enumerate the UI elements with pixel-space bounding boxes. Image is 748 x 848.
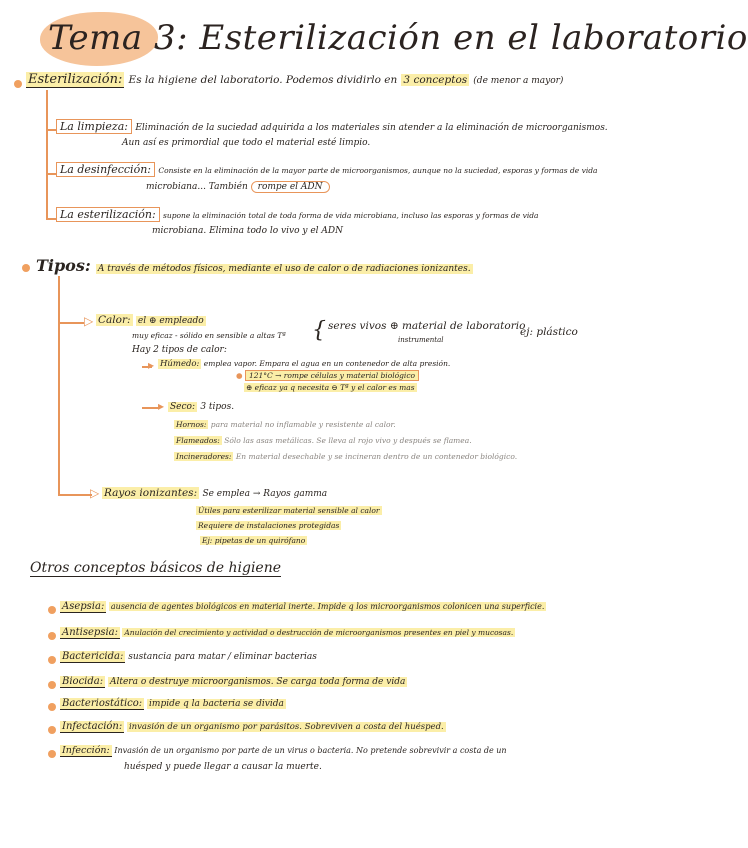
tipos-line	[36, 256, 473, 275]
rayos-text3: Requiere de instalaciones protegidas	[198, 521, 340, 530]
otros-item-key: Asepsia:	[62, 601, 105, 612]
rayos-text1: Se emplea → Rayos gamma	[202, 489, 328, 499]
otros-item-value: impide q la bacteria se divida	[149, 699, 284, 709]
otros-item	[60, 698, 286, 709]
bullet	[14, 80, 22, 88]
seco-item-key: Hornos:	[176, 420, 207, 429]
esterilizacion-text: Es la higiene del laboratorio. Podemos dividirlo en	[128, 74, 398, 86]
seco-line	[168, 400, 234, 412]
otros-item-value: Anulación del crecimiento y actividad o destrucción de microorganismos presentes en piel y mucosas.	[124, 628, 514, 637]
calor-brace-text: seres vivos ⊕ material de laboratorio	[328, 320, 526, 332]
seco-label: Seco:	[170, 402, 195, 412]
otros-item-value: ausencia de agentes biológicos en material inerte. Impide q los microorganismos colonicen una superficie.	[110, 602, 545, 611]
otros-item-value: Invasión de un organismo por parte de un virus o bacteria. No pretende sobrevivir a costa de un	[114, 746, 507, 755]
otros-item-key: Bacteriostático:	[62, 698, 143, 709]
esterilizacion-concept-label: La esterilización:	[56, 207, 160, 222]
otros-item-value: invasión de un organismo por parásitos. Sobreviven a costa del huésped.	[128, 722, 444, 732]
rayos-text4: Ej: pipetas de un quirófano	[202, 536, 306, 545]
page-title: Tema 3: Esterilización en el laboratorio	[48, 18, 748, 58]
otros-item-key: Biocida:	[62, 676, 104, 687]
limpieza-line1	[56, 120, 608, 133]
brace-icon: {	[312, 318, 326, 343]
limpieza-line2: Aun así es primordial que todo el material esté limpio.	[122, 138, 371, 148]
seco-item-key: Incineradores:	[176, 452, 232, 461]
humedo-note: ⊕ eficaz ya q necesita ⊖ Tª y el calor es mas	[246, 383, 415, 392]
otros-item-value: Altera o destruye microorganismos. Se carga toda forma de vida	[109, 677, 406, 687]
desinfeccion-circled: rompe el ADN	[251, 181, 330, 193]
calor-text3: Hay 2 tipos de calor:	[132, 345, 227, 355]
otros-item-key: Bactericida:	[62, 651, 124, 662]
seco-item-value: Sólo las asas metálicas. Se lleva al rojo vivo y después se flamea.	[224, 436, 472, 445]
desinfeccion-text2: microbiana... También	[146, 182, 248, 192]
seco-item	[174, 452, 517, 461]
humedo-line	[158, 359, 450, 369]
otros-item	[60, 721, 446, 732]
calor-brace-side: ej: plástico	[520, 326, 578, 338]
seco-item	[174, 420, 396, 429]
desinfeccion-line1	[56, 163, 598, 176]
tipos-text: A través de métodos físicos, mediante el uso de calor o de radiaciones ionizantes.	[97, 264, 471, 274]
seco-item	[174, 436, 472, 445]
otros-item	[60, 601, 546, 612]
bullet	[48, 632, 56, 640]
esterilizacion-line	[26, 72, 563, 87]
esterilizacion-order: (de menor a mayor)	[473, 76, 564, 86]
connector-line	[46, 129, 56, 131]
bullet	[48, 606, 56, 614]
bullet	[48, 681, 56, 689]
esterilizacion-count: 3 conceptos	[403, 74, 468, 86]
humedo-box: 121°C → rompe células y material biológico	[245, 370, 419, 381]
bullet: ●	[236, 371, 243, 380]
desinfeccion-label: La desinfección:	[56, 162, 155, 177]
otros-item	[60, 745, 507, 756]
esterilizacion-label: Esterilización:	[28, 72, 123, 87]
connector-line	[46, 173, 56, 175]
humedo-label: Húmedo:	[160, 359, 200, 369]
calor-text1: el ⊕ empleado	[137, 316, 204, 326]
otros-item-value: sustancia para matar / eliminar bacterias	[128, 652, 317, 662]
otros-item	[60, 627, 515, 638]
calor-brace-sub: instrumental	[398, 336, 444, 344]
connector-line	[58, 322, 84, 324]
esterilizacion-concept-line1	[56, 208, 539, 221]
seco-item-value: para material no inflamable y resistente al calor.	[210, 420, 396, 429]
tipos-label: Tipos:	[36, 256, 91, 275]
otros-item-key: Infectación:	[62, 721, 123, 732]
otros-item	[60, 676, 407, 687]
bullet	[48, 726, 56, 734]
otros-item-key: Infección:	[62, 745, 110, 756]
calor-text2: muy eficaz - sólido en sensible a altas Tª	[132, 331, 286, 340]
rayos-line1	[102, 487, 327, 499]
limpieza-text: Eliminación de la suciedad adquirida a los materiales sin atender a la eliminación de microorganismos.	[135, 123, 608, 133]
arrow-right-icon: ▷	[84, 314, 94, 328]
connector-line	[58, 494, 92, 496]
humedo-box-line	[236, 371, 419, 380]
seco-count: 3 tipos.	[200, 402, 235, 412]
esterilizacion-concept-text: supone la eliminación total de toda forma de vida microbiana, incluso las esporas y formas de vida	[163, 211, 539, 220]
bullet	[48, 656, 56, 664]
calor-label: Calor:	[98, 314, 131, 326]
connector-line	[58, 276, 60, 494]
connector-line	[46, 90, 48, 220]
arrow-right-icon: ▸	[148, 358, 155, 372]
bullet	[22, 264, 30, 272]
limpieza-label: La limpieza:	[56, 119, 132, 134]
rayos-label: Rayos ionizantes:	[104, 487, 198, 499]
desinfeccion-line2	[146, 182, 330, 192]
desinfeccion-text: Consiste en la eliminación de la mayor parte de microorganismos, aunque no la suciedad, esporas y formas de vida	[158, 166, 598, 175]
calor-line1	[96, 314, 206, 326]
connector-line	[46, 218, 56, 220]
bullet	[48, 750, 56, 758]
humedo-text: emplea vapor. Empara el agua en un contenedor de alta presión.	[203, 359, 451, 368]
arrow-right-icon: ▷	[90, 486, 100, 500]
bullet	[48, 703, 56, 711]
arrow-right-icon: ▸	[158, 399, 165, 413]
rayos-text2: Útiles para esterilizar material sensible al calor	[198, 506, 380, 515]
otros-item-cont: huésped y puede llegar a causar la muerte.	[124, 762, 322, 772]
seco-item-value: En material desechable y se incineran dentro de un contenedor biológico.	[235, 452, 518, 461]
otros-item	[60, 651, 317, 662]
otros-item-key: Antisepsia:	[62, 627, 118, 638]
seco-item-key: Flameados:	[176, 436, 220, 445]
otros-heading: Otros conceptos básicos de higiene	[30, 560, 282, 576]
esterilizacion-concept-line2: microbiana. Elimina todo lo vivo y el ADN	[152, 226, 343, 236]
